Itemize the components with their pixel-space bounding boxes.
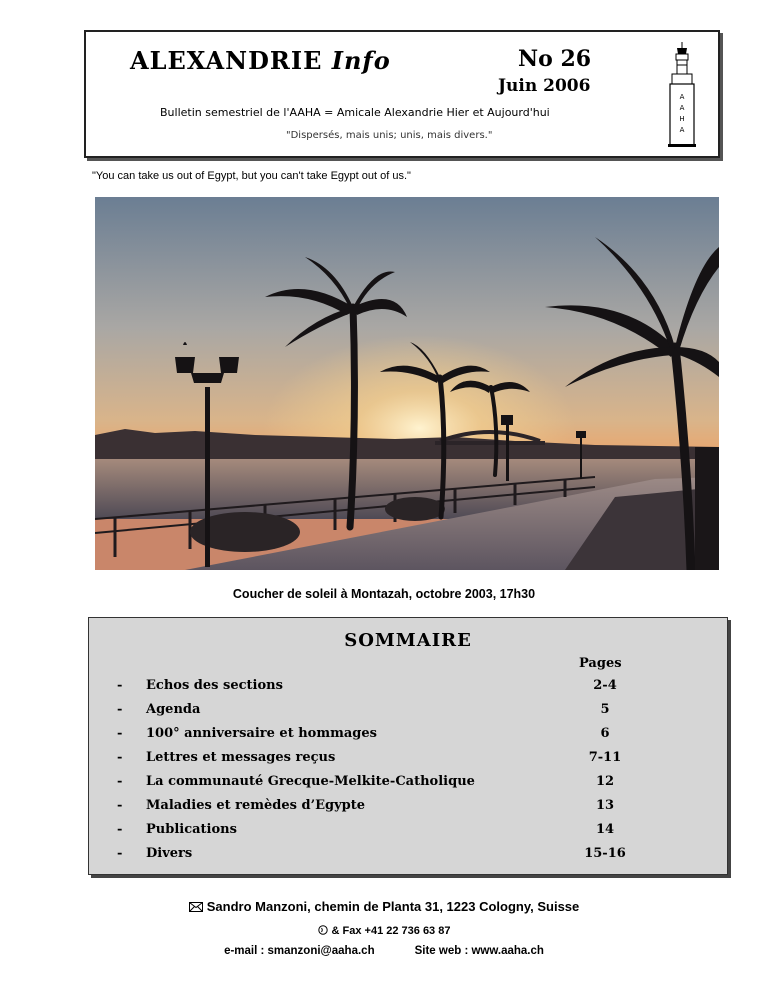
toc-label: Echos des sections — [146, 678, 283, 693]
toc-pages: 5 — [600, 702, 610, 717]
toc-label: Publications — [146, 822, 237, 837]
phone-fax — [0, 925, 768, 937]
email-link[interactable]: e-mail : smanzoni@aaha.ch — [224, 945, 375, 957]
toc-bullet: - — [117, 726, 123, 741]
toc-item — [89, 726, 727, 746]
sunset-photo — [95, 197, 719, 570]
sommaire-title: SOMMAIRE — [344, 630, 472, 651]
toc-label: Maladies et remèdes d’Egypte — [146, 798, 366, 813]
newsletter-title — [130, 46, 391, 75]
phone-icon — [318, 925, 328, 935]
masthead-motto: "Dispersés, mais unis; unis, mais divers." — [286, 130, 493, 141]
toc-label: Agenda — [146, 702, 201, 717]
toc-label: Divers — [146, 846, 193, 861]
envelope-icon — [189, 902, 203, 912]
website-link[interactable]: Site web : www.aaha.ch — [414, 945, 544, 957]
toc-pages: 12 — [595, 774, 615, 789]
logo-letters: A A H A — [679, 93, 707, 134]
issue-number: No 26 — [518, 46, 592, 72]
toc-pages: 6 — [600, 726, 610, 741]
toc-item — [89, 678, 727, 698]
toc-pages: 13 — [595, 798, 615, 813]
toc-bullet: - — [117, 774, 123, 789]
toc-item — [89, 750, 727, 770]
toc-bullet: - — [117, 822, 123, 837]
toc-bullet: - — [117, 678, 123, 693]
issue-date: Juin 2006 — [498, 76, 591, 96]
toc-label: Lettres et messages reçus — [146, 750, 336, 765]
toc-item — [89, 702, 727, 722]
address-text: Sandro Manzoni, chemin de Planta 31, 1223 Cologny, Suisse — [206, 899, 580, 914]
toc-bullet: - — [117, 750, 123, 765]
toc-pages: 14 — [595, 822, 615, 837]
toc-pages: 2-4 — [593, 678, 617, 693]
toc-pages: 7-11 — [588, 750, 622, 765]
quote: "You can take us out of Egypt, but you can't take Egypt out of us." — [92, 170, 411, 182]
toc-bullet: - — [117, 702, 123, 717]
toc-item — [89, 822, 727, 842]
toc-bullet: - — [117, 798, 123, 813]
phone-text: & Fax +41 22 736 63 87 — [331, 925, 451, 937]
title-main: ALEXANDRIE — [130, 46, 323, 75]
sommaire-box — [88, 617, 728, 875]
title-italic: Info — [331, 46, 391, 75]
toc-item — [89, 774, 727, 794]
toc-bullet: - — [117, 846, 123, 861]
photo-caption: Coucher de soleil à Montazah, octobre 2003, 17h30 — [232, 587, 536, 601]
toc-item — [89, 798, 727, 818]
masthead-subtitle: Bulletin semestriel de l'AAHA = Amicale Alexandrie Hier et Aujourd'hui — [160, 106, 550, 119]
toc-label: La communauté Grecque-Melkite-Catholique — [146, 774, 475, 789]
online-contacts — [0, 945, 768, 957]
postal-address — [0, 899, 768, 914]
toc-pages: 15-16 — [584, 846, 626, 861]
toc-item — [89, 846, 727, 866]
toc-label: 100° anniversaire et hommages — [146, 726, 377, 741]
pages-header: Pages — [579, 656, 622, 671]
masthead — [84, 30, 720, 158]
